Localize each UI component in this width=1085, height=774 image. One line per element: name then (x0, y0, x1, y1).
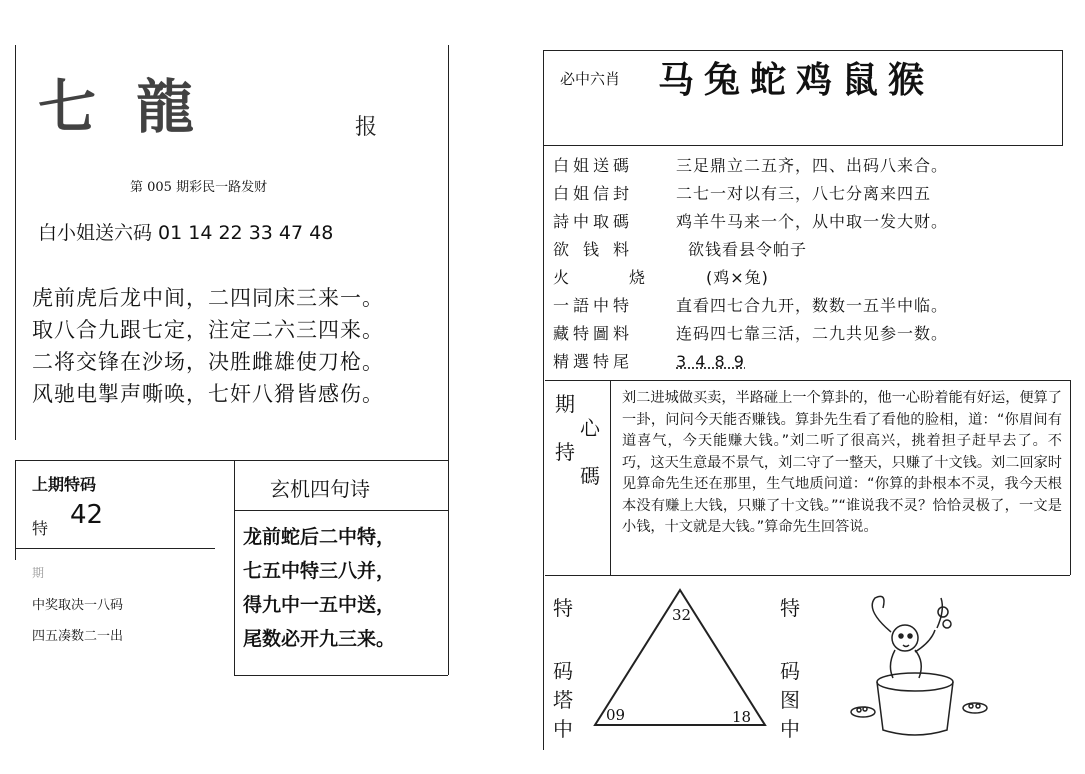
left-inner-divider (234, 460, 235, 675)
info-label: 一語中特 (553, 296, 634, 315)
story-frame-top (545, 380, 1070, 381)
right-page (540, 0, 1085, 774)
last-issue-frame-bottom (15, 548, 215, 549)
picture-char: 图 (780, 688, 800, 712)
left-frame-left (15, 45, 16, 440)
quest-char-right: 碼 (580, 464, 600, 488)
info-row (553, 320, 948, 348)
info-label: 白姐信封 (553, 184, 634, 203)
story-frame-divider (610, 380, 611, 575)
info-row (553, 292, 948, 320)
info-value: 欲钱看县令帕子 (688, 240, 808, 259)
info-value: 连码四七靠三活，二九共见参一数。 (676, 324, 949, 343)
header-frame-right (1062, 50, 1063, 145)
hint-line-2: 四五凑数二一出 (32, 629, 124, 644)
info-label: 詩中取碼 (553, 212, 634, 231)
left-bottom-rule (234, 675, 448, 676)
poem-line: 风驰电掣声嘶唤，七奸八猾皆感伤。 (32, 382, 384, 406)
tower-number-top: 32 (672, 606, 692, 624)
quest-char-left: 持 (555, 440, 575, 464)
story-frame-bottom (545, 575, 1070, 576)
right-frame-left (543, 50, 544, 750)
tower-char: 特 (553, 596, 573, 620)
info-row (553, 208, 948, 236)
bizhong-label: 必中六肖 (560, 70, 621, 88)
info-value: 三足鼎立二五齐，四、出码八来合。 (676, 156, 949, 175)
left-page (0, 0, 540, 774)
left-frame-right (448, 45, 449, 675)
story-text: 刘二进城做买卖，半路碰上一个算卦的，他一心盼着能有好运，便算了一卦，问问今天能否赚钱。算卦先生看了看他的脸相，道：“你眉间有道喜气，今天能赚大钱。”刘二听了很高兴，挑着担子赶早去了。不巧，这天生意最不景气，刘二守了一整天，只赚了十文钱。刘二回家时见算命先生还在那里，生气地质问道：“你算的卦根本不灵，我今天根本没有赚上大钱，只赚了十文钱。”“谁说我不灵？恰恰灵极了，一文是小钱，十文就是大钱。”算命先生回答说。 (622, 390, 1062, 535)
tower-char: 中 (553, 717, 573, 741)
issue-line: 第 005 期彩民一路发财 (130, 180, 268, 195)
info-row (553, 264, 948, 292)
xuanji-line: 七五中特三八并， (243, 560, 396, 582)
last-issue-title: 上期特码 (32, 475, 97, 494)
main-poem (32, 282, 384, 410)
xuanji-title: 玄机四句诗 (270, 477, 370, 501)
info-value: 3 4 8 9 (676, 352, 746, 371)
info-row (553, 180, 948, 208)
last-issue-number: 42 (70, 500, 104, 530)
info-label: 藏特圖料 (553, 324, 634, 343)
poem-line: 取八合九跟七定，注定二六三四来。 (32, 318, 384, 342)
header-frame-bottom (543, 145, 1063, 146)
xuanji-line: 尾数必开九三来。 (243, 628, 396, 650)
picture-char: 中 (780, 717, 800, 741)
tower-number-left: 09 (606, 706, 626, 724)
xuanji-poem (243, 520, 395, 656)
quest-char-left: 期 (555, 392, 575, 416)
info-list (553, 152, 948, 376)
masthead: 七龍 (38, 73, 235, 141)
monkey-illustration (835, 590, 995, 740)
header-frame-top (543, 50, 1063, 51)
info-value: (鸡×兔) (706, 268, 769, 287)
story-frame-right (1070, 380, 1071, 575)
tower-number-right: 18 (732, 708, 752, 726)
picture-char: 码 (780, 659, 800, 683)
info-label: 火烧 (553, 268, 706, 287)
left-frame-mid (15, 460, 449, 461)
info-value: 二七一对以有三，八七分离来四五 (676, 184, 932, 203)
info-row (553, 152, 948, 180)
masthead-suffix: 报 (355, 115, 378, 140)
last-issue-te-label: 特 (32, 519, 49, 538)
info-label: 精選特尾 (553, 352, 634, 371)
poem-line: 二将交锋在沙场，决胜雌雄使刀枪。 (32, 350, 384, 374)
tower-char: 码 (553, 659, 573, 683)
bizhong-animals: 马兔蛇鸡鼠猴 (658, 60, 935, 101)
info-value: 直看四七合九开，数数一五半中临。 (676, 296, 949, 315)
xuanji-line: 得九中一五中送， (243, 594, 396, 616)
picture-char: 特 (780, 596, 800, 620)
info-row (553, 348, 948, 376)
tower-char: 塔 (553, 688, 573, 712)
info-label: 白姐送碼 (553, 156, 634, 175)
last-issue-frame-left (15, 460, 16, 560)
quest-char-right: 心 (580, 416, 600, 440)
left-inner-top (234, 510, 448, 511)
poem-line: 虎前虎后龙中间，二四同床三来一。 (32, 286, 384, 310)
info-value: 鸡羊牛马来一个，从中取一发大财。 (676, 212, 949, 231)
six-code-line: 白小姐送六码 01 14 22 33 47 48 (38, 222, 334, 244)
info-row (553, 236, 948, 264)
info-label: 欲钱料 (553, 240, 644, 259)
xuanji-line: 龙前蛇后二中特， (243, 526, 396, 548)
faint-period-label: 期 (32, 566, 45, 580)
hint-line-1: 中奖取决一八码 (32, 598, 124, 613)
